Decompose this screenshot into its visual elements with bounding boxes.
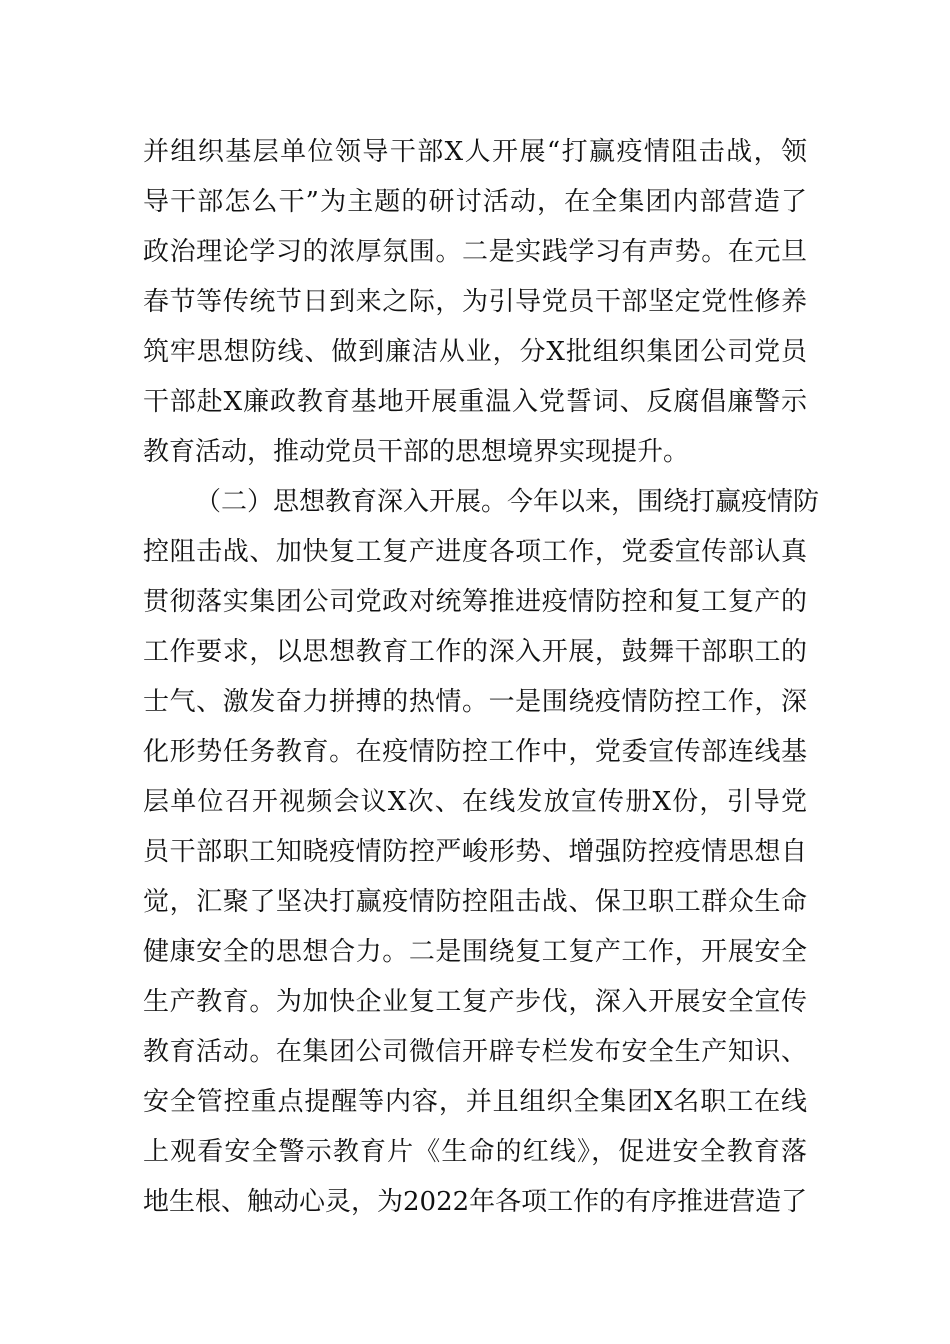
text-line: 导干部怎么干”为主题的研讨活动，在全集团内部营造了 bbox=[143, 187, 807, 217]
text-line: 士气、激发奋力拼搏的热情。一是围绕疫情防控工作，深 bbox=[143, 687, 807, 717]
text-line: 贯彻落实集团公司党政对统筹推进疫情防控和复工复产的 bbox=[143, 587, 807, 617]
text-line: 工作要求，以思想教育工作的深入开展，鼓舞干部职工的 bbox=[143, 637, 807, 667]
text-line: 员干部职工知晓疫情防控严峻形势、增强防控疫情思想自 bbox=[143, 837, 807, 867]
text-line: 化形势任务教育。在疫情防控工作中，党委宣传部连线基 bbox=[143, 737, 807, 767]
text-line: 安全管控重点提醒等内容，并且组织全集团X名职工在线 bbox=[143, 1087, 807, 1117]
text-line: 春节等传统节日到来之际，为引导党员干部坚定党性修养 bbox=[143, 287, 807, 317]
text-line: 觉，汇聚了坚决打赢疫情防控阻击战、保卫职工群众生命 bbox=[143, 887, 807, 917]
text-line: 层单位召开视频会议X次、在线发放宣传册X份，引导党 bbox=[143, 787, 807, 817]
text-line: 政治理论学习的浓厚氛围。二是实践学习有声势。在元旦 bbox=[143, 237, 807, 267]
text-line: 健康安全的思想合力。二是围绕复工复产工作，开展安全 bbox=[143, 937, 807, 967]
text-line: 并组织基层单位领导干部X人开展“打赢疫情阻击战，领 bbox=[143, 137, 807, 167]
text-line: 干部赴X廉政教育基地开展重温入党誓词、反腐倡廉警示 bbox=[143, 387, 807, 417]
body-text bbox=[143, 127, 820, 1227]
text-line: 地生根、触动心灵，为2022年各项工作的有序推进营造了 bbox=[143, 1187, 808, 1217]
text-line: 控阻击战、加快复工复产进度各项工作，党委宣传部认真 bbox=[143, 537, 807, 567]
text-line: 教育活动。在集团公司微信开辟专栏发布安全生产知识、 bbox=[143, 1037, 807, 1067]
text-line: 生产教育。为加快企业复工复产步伐，深入开展安全宣传 bbox=[143, 987, 807, 1017]
paragraph-end-line: 教育活动，推动党员干部的思想境界实现提升。 bbox=[143, 437, 690, 467]
section-heading-line: （二）思想教育深入开展。今年以来，围绕打赢疫情防 bbox=[195, 487, 820, 517]
text-line: 上观看安全警示教育片《生命的红线》，促进安全教育落 bbox=[143, 1137, 807, 1167]
text-line: 筑牢思想防线、做到廉洁从业，分X批组织集团公司党员 bbox=[143, 337, 807, 367]
